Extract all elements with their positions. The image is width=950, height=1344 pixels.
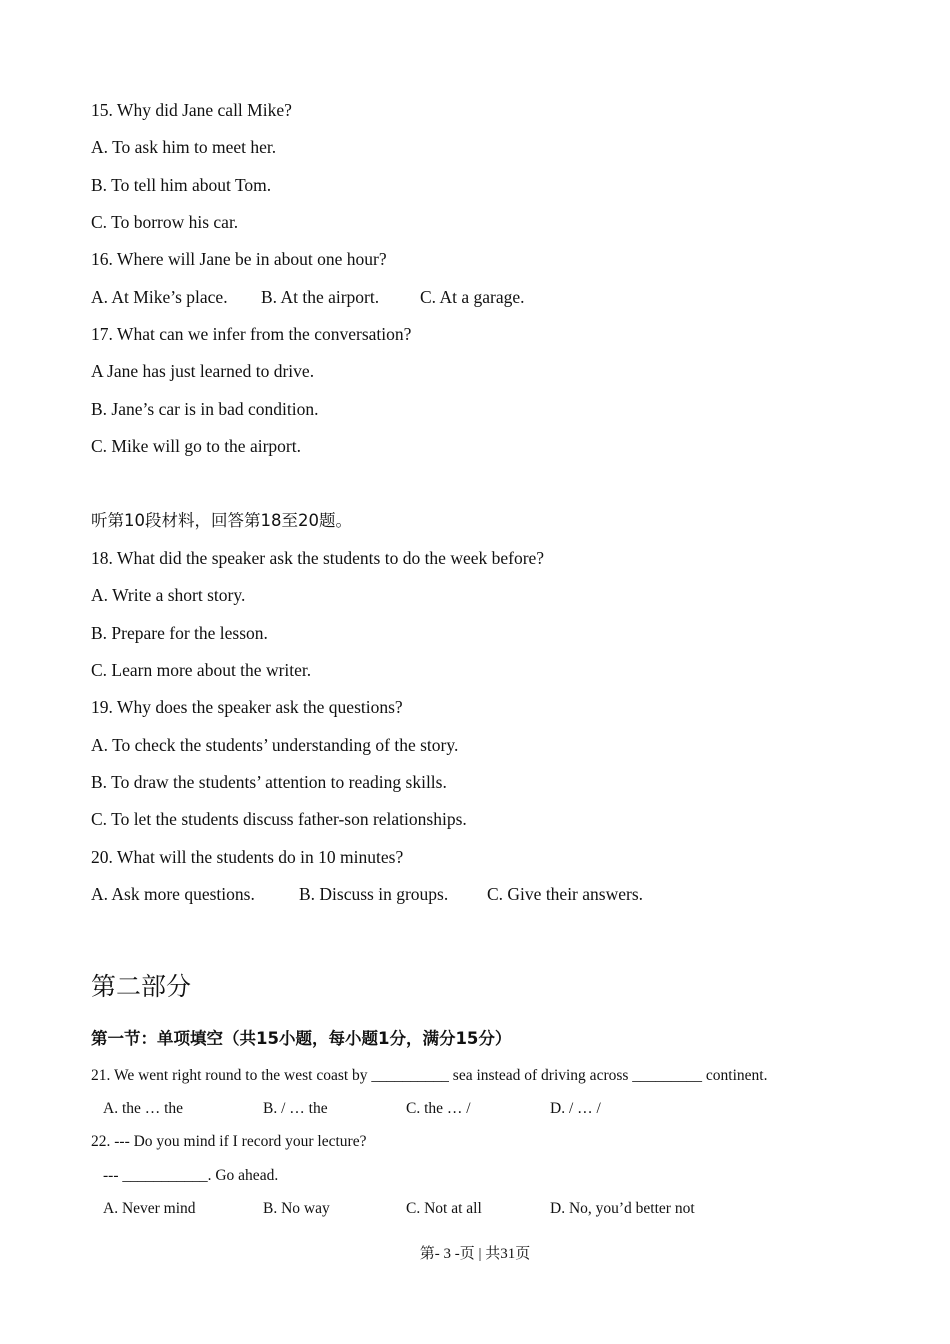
q16-option-b: B. At the airport. [261,287,380,307]
q16-option-a: A. At Mike’s place. [91,287,228,307]
q22-option-a: A. Never mind [103,1200,196,1217]
question-17: 17. What can we infer from the conversation? [91,324,412,344]
q17-option-c: C. Mike will go to the airport. [91,436,301,456]
q19-option-a: A. To check the students’ understanding of the story. [91,735,459,755]
question-16: 16. Where will Jane be in about one hour? [91,249,387,269]
q19-option-b: B. To draw the students’ attention to reading skills. [91,772,447,792]
q18-option-b: B. Prepare for the lesson. [91,623,268,643]
q20-option-a: A. Ask more questions. [91,884,255,904]
page-footer: 第- 3 -页 | 共31页 [419,1246,531,1262]
q18-option-c: C. Learn more about the writer. [91,660,312,680]
q22-reply: --- ___________. Go ahead. [103,1167,279,1184]
q22-option-b: B. No way [263,1200,330,1217]
section-10-instruction: 听第10段材料，回答第18至20题。 [91,511,352,530]
q21-option-b: B. / … the [263,1100,328,1117]
q21-option-a: A. the … the [103,1100,184,1117]
q15-option-a: A. To ask him to meet her. [91,137,277,157]
q16-option-c: C. At a garage. [420,287,525,307]
question-15: 15. Why did Jane call Mike? [91,100,292,120]
q18-option-a: A. Write a short story. [91,585,246,605]
question-19: 19. Why does the speaker ask the questions? [91,697,403,717]
q22-option-c: C. Not at all [406,1200,482,1217]
q20-option-c: C. Give their answers. [487,884,644,904]
question-18: 18. What did the speaker ask the students to do the week before? [91,548,545,568]
q19-option-c: C. To let the students discuss father-son relationships. [91,809,467,829]
question-22: 22. --- Do you mind if I record your lecture? [91,1133,367,1150]
q20-option-b: B. Discuss in groups. [299,884,449,904]
q22-option-d: D. No, you’d better not [550,1200,695,1217]
q21-option-c: C. the … / [406,1100,471,1117]
q17-option-a: A Jane has just learned to drive. [91,361,315,381]
q21-option-d: D. / … / [550,1100,601,1117]
q17-option-b: B. Jane’s car is in bad condition. [91,399,319,419]
q15-option-b: B. To tell him about Tom. [91,175,272,195]
part-2-heading: 第二部分 [91,972,192,1001]
question-20: 20. What will the students do in 10 minutes? [91,847,404,867]
question-21: 21. We went right round to the west coast by __________ sea instead of driving across _________ continent. [91,1067,768,1084]
q15-option-c: C. To borrow his car. [91,212,239,232]
section-1-title: 第一节：单项填空（共15小题，每小题1分，满分15分） [91,1029,512,1048]
